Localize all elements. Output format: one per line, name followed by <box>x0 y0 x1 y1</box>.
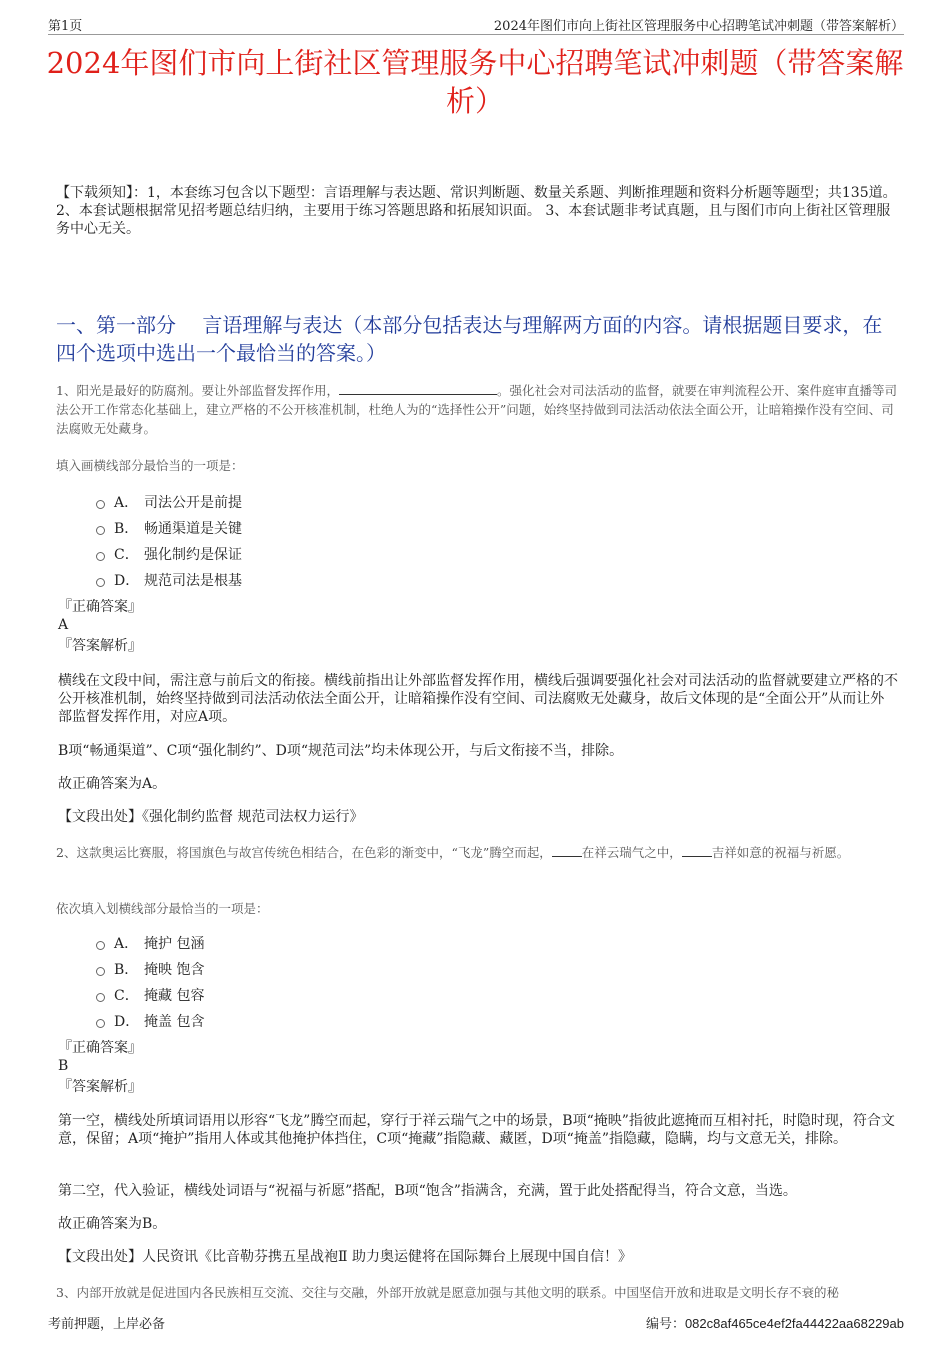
radio-icon[interactable] <box>96 993 105 1002</box>
radio-icon[interactable] <box>96 967 105 976</box>
q2-stem: 2、这款奥运比赛服，将国旗色与故宫传统色相结合，在色彩的渐变中，“飞龙”腾空而起， 在祥云瑞气之中， 吉祥如意的祝福与祈愿。 <box>56 845 850 860</box>
q2-analysis-p2: 第二空，代入验证，横线处词语与“祝福与祈愿”搭配，B项“饱含”指满含，充满，置于此处搭配得当，符合文意，当选。 <box>58 1183 797 1199</box>
q2-analysis-p3: 故正确答案为B。 <box>58 1216 167 1232</box>
q1-option-b[interactable]: B． 畅通渠道是关键 <box>96 518 242 538</box>
radio-icon[interactable] <box>96 578 105 587</box>
q1-option-d[interactable]: D． 规范司法是根基 <box>96 570 242 590</box>
page-footer <box>48 1313 904 1332</box>
radio-icon[interactable] <box>96 941 105 950</box>
page-title: 2024年图们市向上街社区管理服务中心招聘笔试冲刺题（带答案解析） <box>46 46 904 118</box>
q1-answer-label: 『正确答案』 <box>58 599 142 615</box>
q1-analysis-p2: B项“畅通渠道”、C项“强化制约”、D项“规范司法”均未体现公开，与后文衔接不当，排除。 <box>58 743 624 759</box>
q2-answer-label: 『正确答案』 <box>58 1040 142 1056</box>
header-doc-title: 2024年图们市向上街社区管理服务中心招聘笔试冲刺题（带答案解析） <box>493 19 904 34</box>
q2-option-a[interactable]: A． 掩护 包涵 <box>96 933 204 953</box>
q2-option-d[interactable]: D． 掩盖 包含 <box>96 1011 204 1031</box>
radio-icon[interactable] <box>96 500 105 509</box>
q1-analysis-p3: 故正确答案为A。 <box>58 776 167 792</box>
page-header <box>48 14 904 35</box>
q2-analysis-label: 『答案解析』 <box>58 1079 142 1095</box>
q2-answer: B <box>58 1058 69 1074</box>
page-number: 第1页 <box>48 19 83 34</box>
q1-option-a[interactable]: A． 司法公开是前提 <box>96 492 242 512</box>
footer-slogan: 考前押题，上岸必备 <box>48 1317 166 1332</box>
download-notice: 【下载须知】：1，本套练习包含以下题型：言语理解与表达题、常识判断题、数量关系题、判断推理题和资料分析题等题型；共135道。 2、本套试题根据常见招考题总结归纳，主要用于练习答题思路和拓展知识面。 3、本套试题非考试真题，且与图们市向上街社区管理服务中心无关。 <box>56 185 897 237</box>
q2-option-b[interactable]: B． 掩映 饱含 <box>96 959 204 979</box>
q1-analysis-p1: 横线在文段中间，需注意与前后文的衔接。横线前指出让外部监督发挥作用，横线后强调要强化社会对司法活动的监督就要建立严格的不公开核准机制，始终坚持做到司法活动依法全面公开，让暗箱操作没有空间、司法腐败无处藏身，故后文体现的是“全面公开”从而让外部监督发挥作用，对应A项。 <box>58 673 898 725</box>
q2-prompt: 依次填入划横线部分最恰当的一项是： <box>56 901 269 916</box>
q2-source: 【文段出处】人民资讯《比音勒芬携五星战袍Ⅱ 助力奥运健将在国际舞台上展现中国自信！》 <box>58 1249 632 1265</box>
q1-option-c[interactable]: C． 强化制约是保证 <box>96 544 242 564</box>
radio-icon[interactable] <box>96 526 105 535</box>
q1-analysis-label: 『答案解析』 <box>58 638 142 654</box>
footer-code: 编号：082c8af465ce4ef2fa44422aa68229ab <box>645 1316 904 1331</box>
q2-analysis-p1: 第一空，横线处所填词语用以形容“飞龙”腾空而起，穿行于祥云瑞气之中的场景，B项“掩映”指彼此遮掩而互相衬托，时隐时现，符合文意，保留；A项“掩护”指用人体或其他掩护体挡住，C项“掩藏”指隐藏、藏匿，D项“掩盖”指隐藏，隐瞒，均与文意无关，排除。 <box>58 1113 895 1147</box>
radio-icon[interactable] <box>96 552 105 561</box>
q2-option-c[interactable]: C． 掩藏 包容 <box>96 985 204 1005</box>
q1-answer: A <box>58 617 69 633</box>
q1-stem: 1、阳光是最好的防腐剂。要让外部监督发挥作用， 。强化社会对司法活动的监督，就要在审判流程公开、案件庭审直播等司法公开工作常态化基础上，建立严格的不公开核准机制，杜绝人为的“选择性公开”问题，始终坚持做到司法活动依法全面公开，让暗箱操作没有空间、司法腐败无处藏身。 <box>56 383 897 436</box>
q1-source: 【文段出处】《强化制约监督 规范司法权力运行》 <box>58 809 364 825</box>
radio-icon[interactable] <box>96 1019 105 1028</box>
q1-prompt: 填入画横线部分最恰当的一项是： <box>56 458 244 473</box>
section-title: 一、第一部分 言语理解与表达（本部分包括表达与理解两方面的内容。请根据题目要求，在四个选项中选出一个最恰当的答案。） <box>56 313 883 365</box>
q3-stem: 3、内部开放就是促进国内各民族相互交流、交往与交融，外部开放就是愿意加强与其他文明的联系。中国坚信开放和进取是文明长存不衰的秘 <box>56 1285 839 1300</box>
